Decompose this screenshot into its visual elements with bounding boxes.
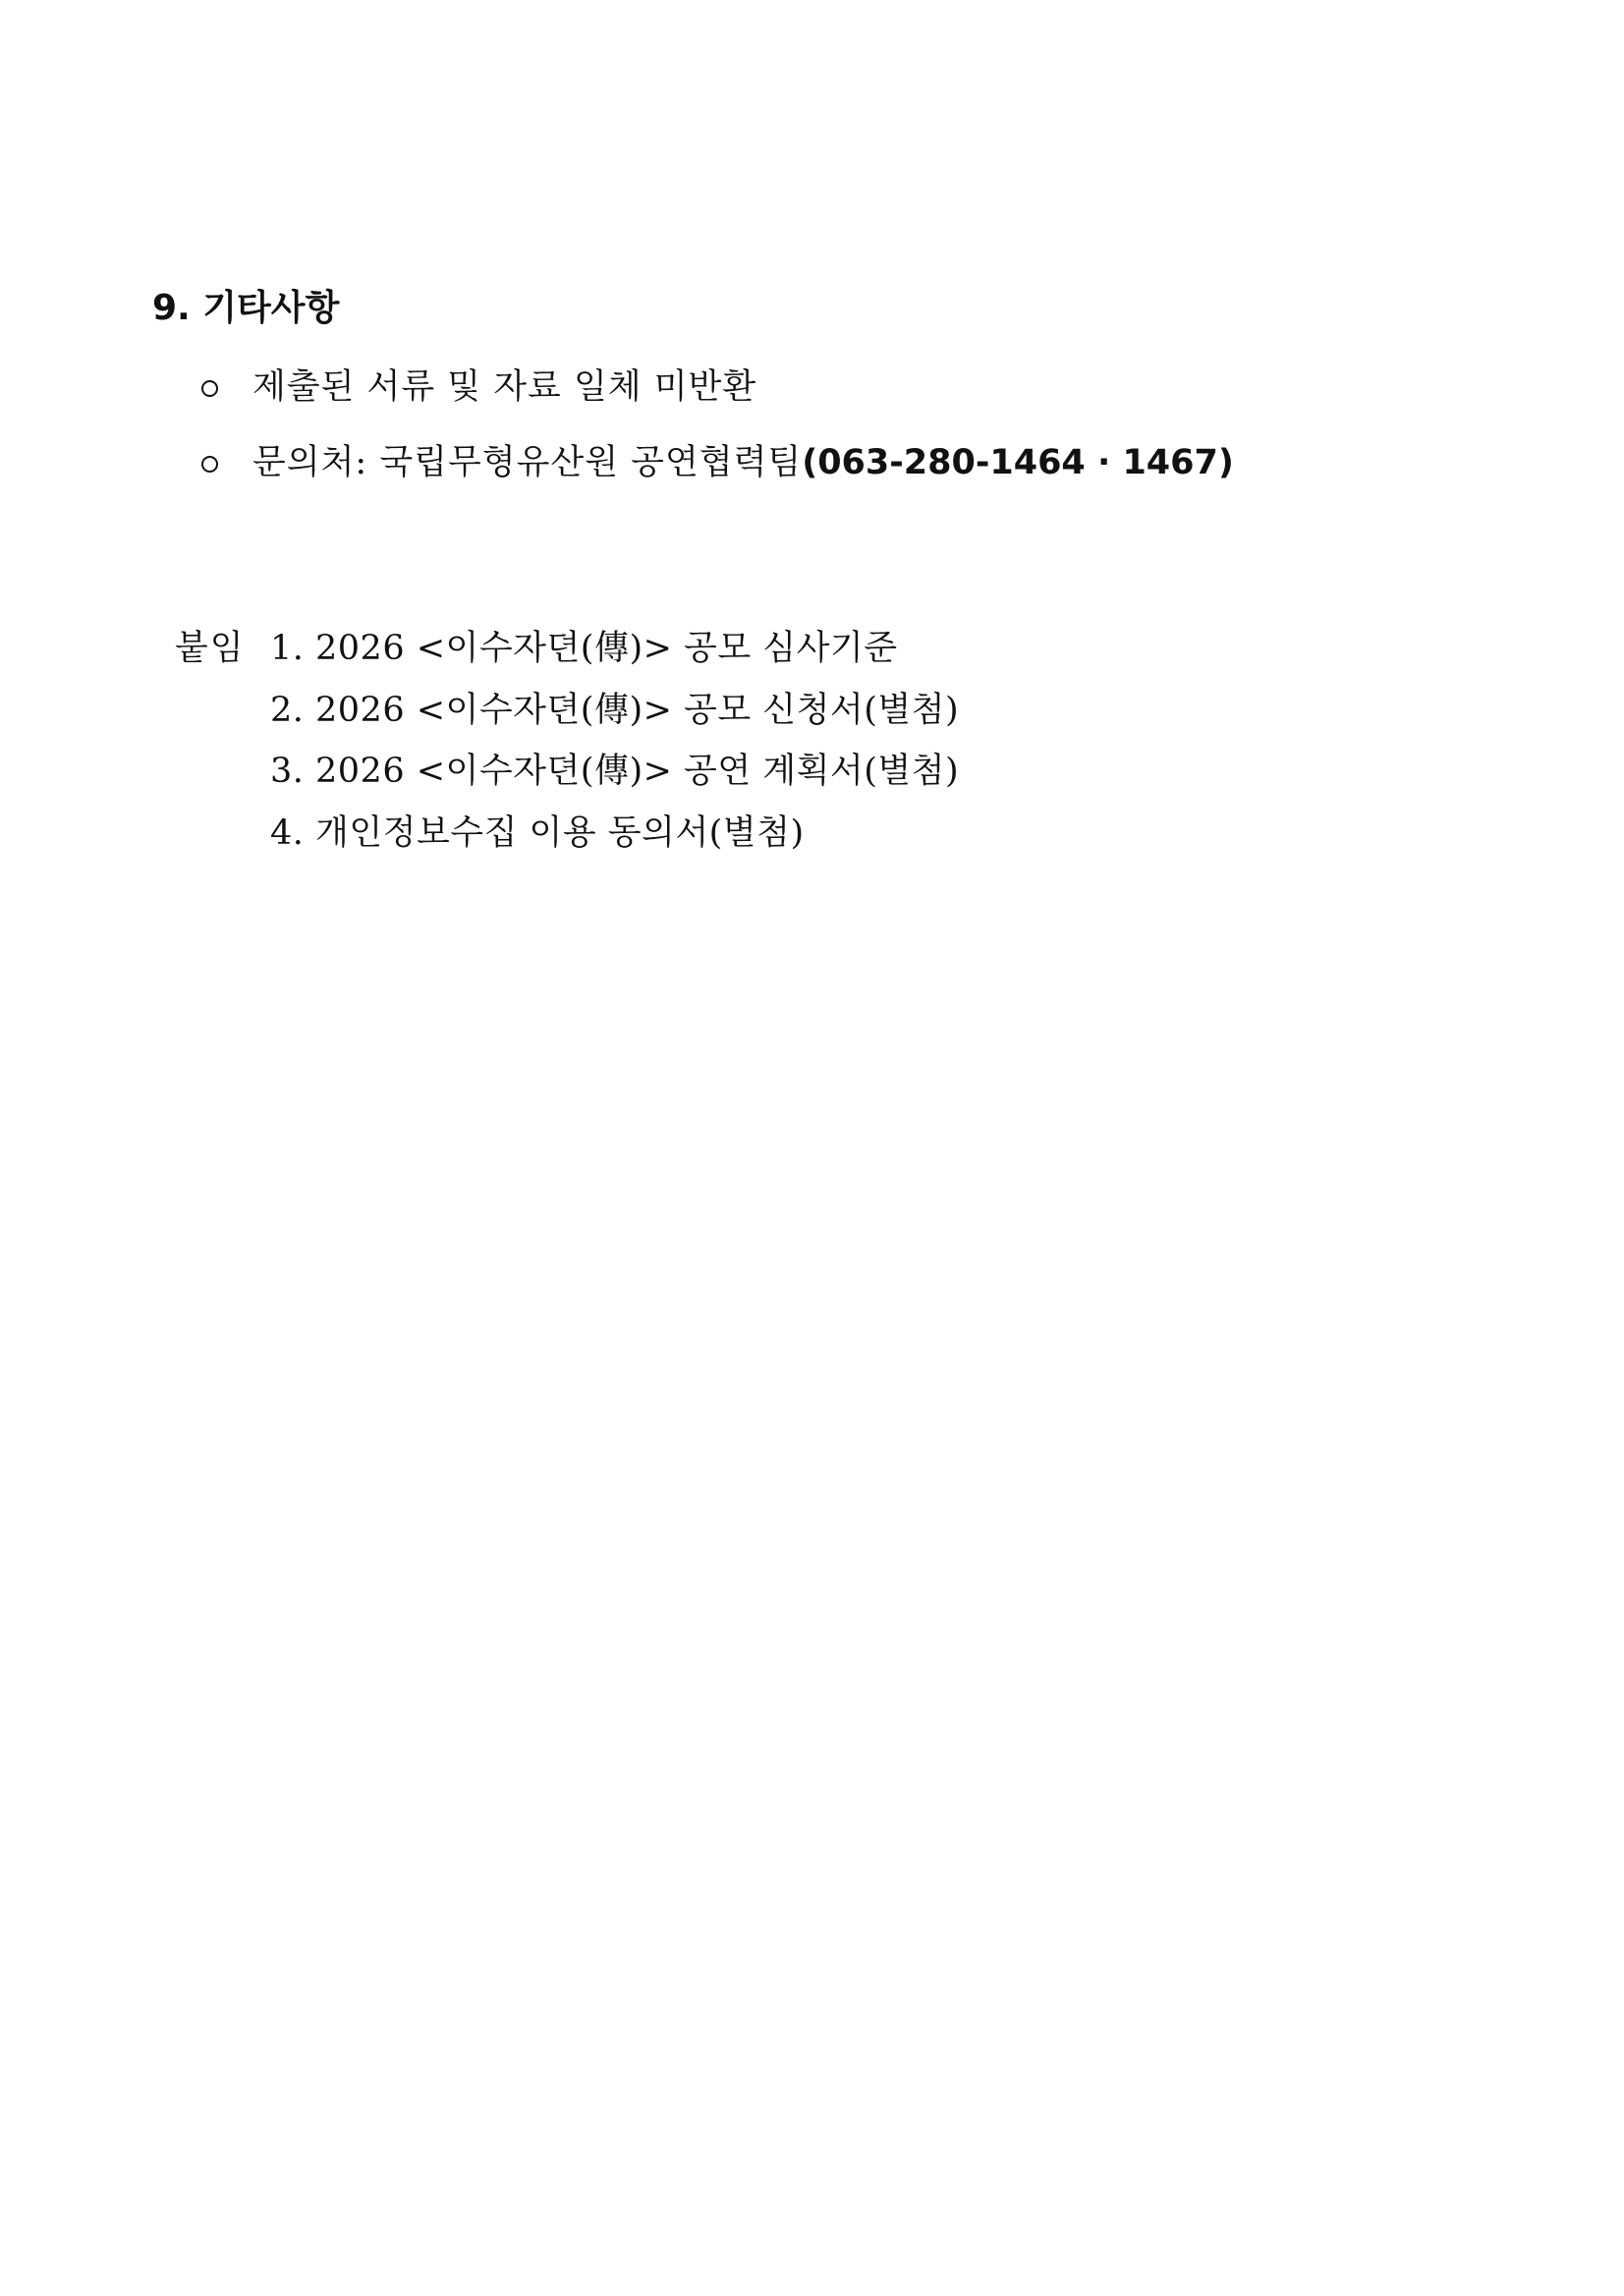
bullet-text: 제출된 서류 및 자료 일체 미반환 xyxy=(252,367,757,407)
circle-bullet-icon xyxy=(201,380,218,397)
attachment-item: 1. 2026 <이수자뎐(傳)> 공모 심사기준 xyxy=(270,629,898,668)
attachment-item: 4. 개인정보수집 이용 동의서(별첨) xyxy=(270,813,805,853)
circle-bullet-icon xyxy=(201,456,218,473)
section-title: 9. 기타사항 xyxy=(152,288,340,328)
attachment-item: 3. 2026 <이수자뎐(傳)> 공연 계획서(별첨) xyxy=(270,752,960,791)
contact-text xyxy=(252,441,1234,484)
attachment-label: 붙임 xyxy=(175,629,246,668)
contact-phone: (063-280-1464 · 1467) xyxy=(802,443,1234,482)
attachment-item: 2. 2026 <이수자뎐(傳)> 공모 신청서(별첨) xyxy=(270,691,960,730)
contact-label: 문의처: 국립무형유산원 공연협력팀 xyxy=(252,443,803,482)
